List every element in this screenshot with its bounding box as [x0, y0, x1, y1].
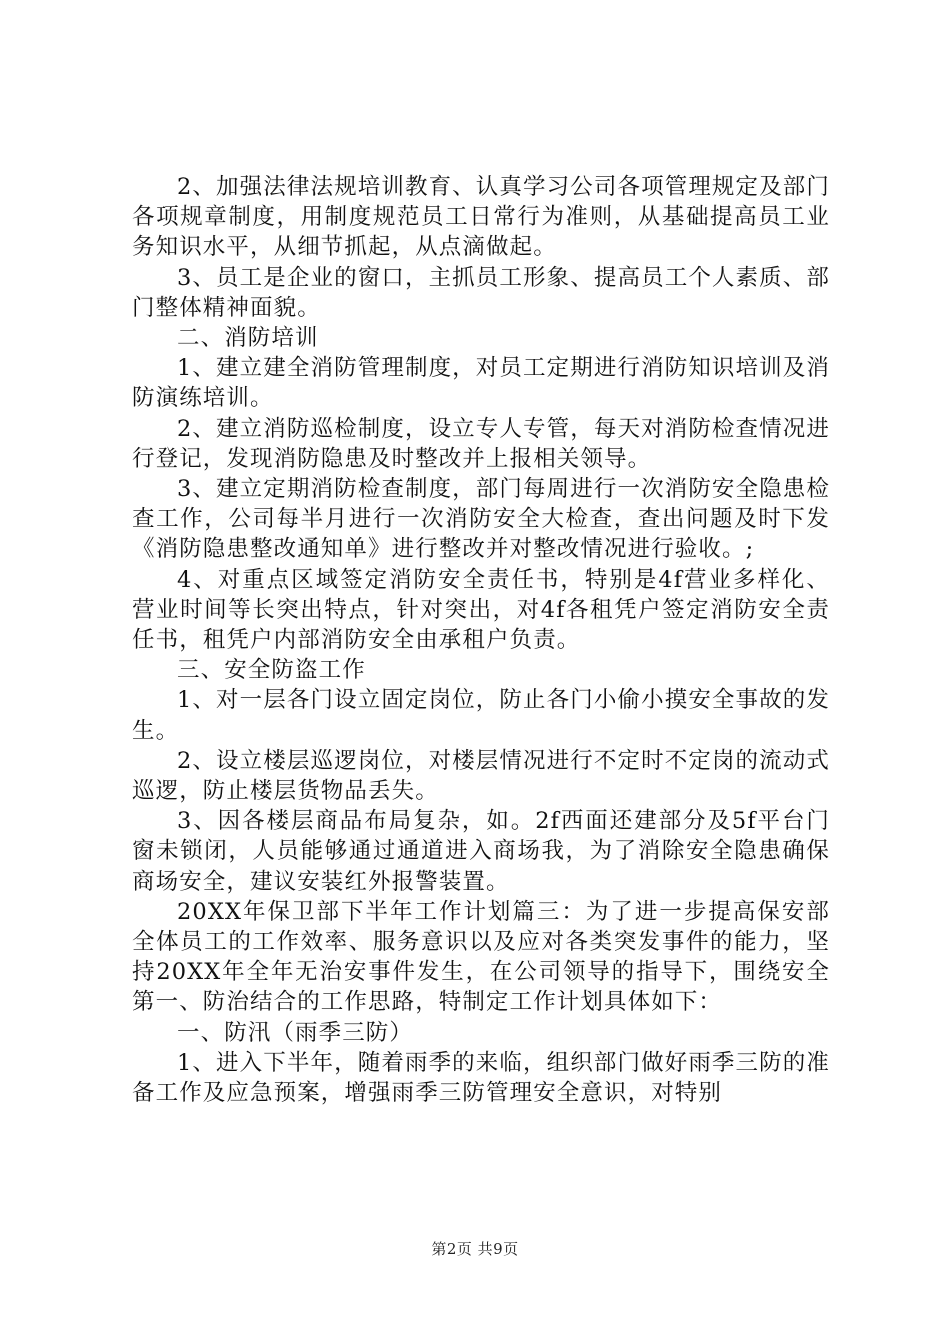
paragraph-7: 1、对一层各门设立固定岗位，防止各门小偷小摸安全事故的发生。 — [132, 687, 830, 744]
page-number-footer: 第2页 共9页 — [431, 1240, 519, 1258]
paragraph-3: 1、建立建全消防管理制度，对员工定期进行消防知识培训及消防演练培训。 — [132, 355, 830, 412]
paragraph-10: 20XX年保卫部下半年工作计划篇三：为了进一步提高保安部全体员工的工作效率、服务意识以及应对各类突发事件的能力，坚持20XX年全年无治安事件发生，在公司领导的指导下，围绕安全第一、防治结合的工作思路，特制定工作计划具体如下： — [132, 898, 830, 1016]
section-heading-fire-training: 二、消防培训 — [177, 325, 319, 352]
section-heading-anti-theft: 三、安全防盗工作 — [177, 657, 366, 684]
section-heading-flood-prevention: 一、防汛（雨季三防） — [177, 1019, 414, 1046]
paragraph-5: 3、建立定期消防检查制度，部门每周进行一次消防安全隐患检查工作，公司每半月进行一次消防安全大检查，查出问题及时下发《消防隐患整改通知单》进行整改并对整改情况进行验收。; — [132, 476, 830, 563]
paragraph-8: 2、设立楼层巡逻岗位，对楼层情况进行不定时不定岗的流动式巡逻，防止楼层货物品丢失。 — [132, 747, 830, 805]
document-body — [132, 172, 830, 1108]
paragraph-2: 3、员工是企业的窗口，主抓员工形象、提高员工个人素质、部门整体精神面貌。 — [132, 264, 830, 321]
paragraph-6: 4、对重点区域签定消防安全责任书，特别是4f营业多样化、营业时间等长突出特点，针对突出，对4f各租凭户签定消防安全责任书，租凭户内部消防安全由承租户负责。 — [132, 566, 830, 654]
paragraph-9: 3、因各楼层商品布局复杂，如。2f西面还建部分及5f平台门窗未锁闭，人员能够通过通道进入商场我，为了消除安全隐患确保商场安全，建议安装红外报警装置。 — [132, 808, 830, 895]
paragraph-4: 2、建立消防巡检制度，设立专人专管，每天对消防检查情况进行登记，发现消防隐患及时整改并上报相关领导。 — [132, 415, 830, 472]
paragraph-11: 1、进入下半年，随着雨季的来临，组织部门做好雨季三防的准备工作及应急预案，增强雨季三防管理安全意识，对特别 — [132, 1049, 830, 1107]
paragraph-1: 2、加强法律法规培训教育、认真学习公司各项管理规定及部门各项规章制度，用制度规范员工日常行为准则，从基础提高员工业务知识水平，从细节抓起，从点滴做起。 — [132, 174, 830, 261]
